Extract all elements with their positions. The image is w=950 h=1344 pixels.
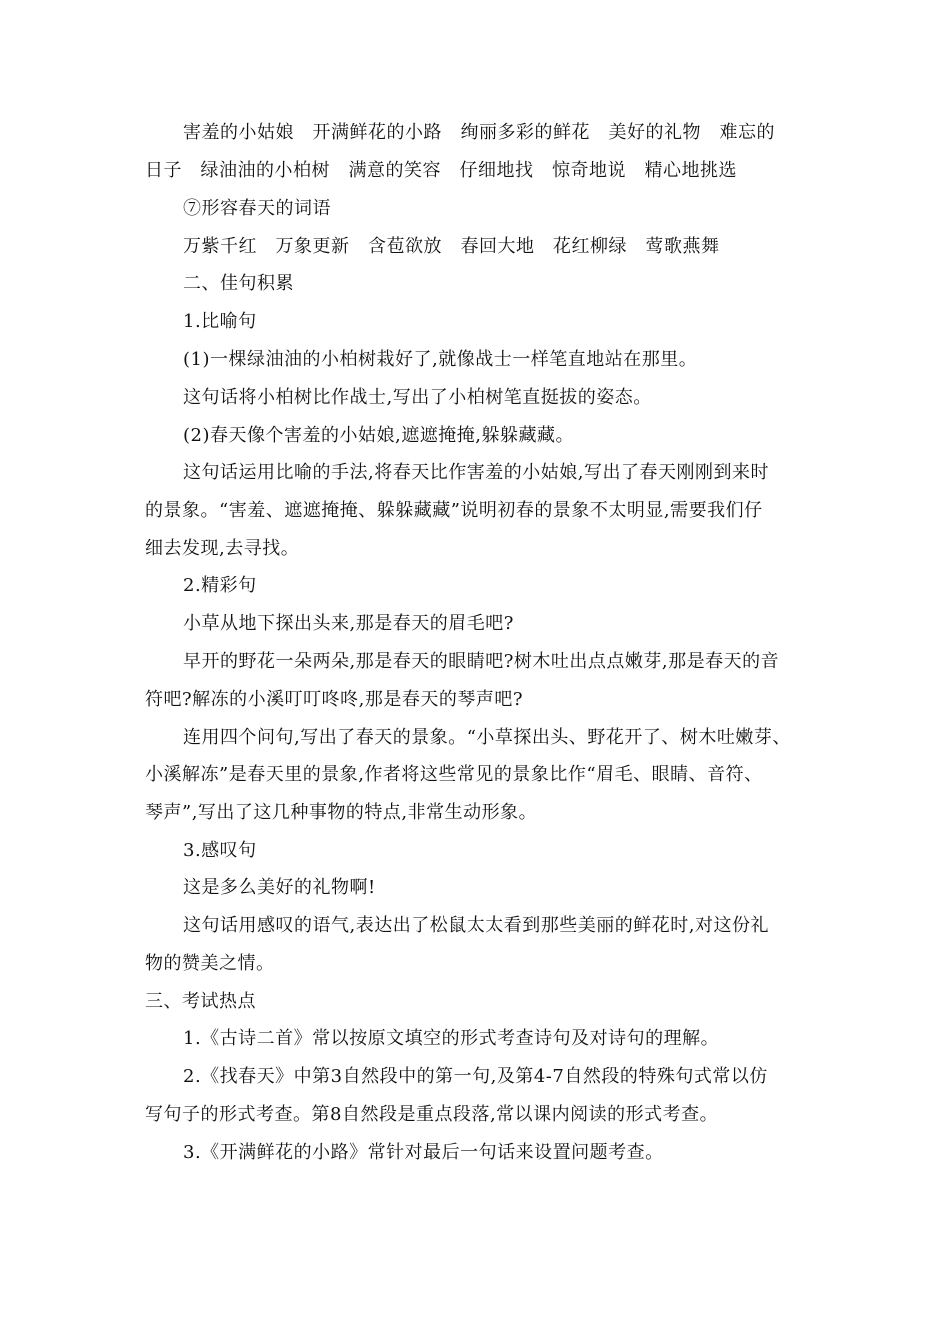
text-line: 这句话用感叹的语气,表达出了松鼠太太看到那些美丽的鲜花时,对这份礼 (183, 915, 769, 936)
text-line: (1)一棵绿油油的小柏树栽好了,就像战士一样笔直地站在那里。 (183, 349, 698, 370)
subsection-heading: 2.精彩句 (183, 575, 257, 596)
section-heading: 三、考试热点 (145, 991, 256, 1012)
text-line: 日子 绿油油的小柏树 满意的笑容 仔细地找 惊奇地说 精心地挑选 (145, 160, 737, 181)
section-heading: ⑦形容春天的词语 (183, 198, 331, 219)
subsection-heading: 1.比喻句 (183, 311, 257, 332)
text-line: 害羞的小姑娘 开满鲜花的小路 绚丽多彩的鲜花 美好的礼物 难忘的 (183, 122, 775, 143)
text-line: 小溪解冻”是春天里的景象,作者将这些常见的景象比作“眉毛、眼睛、音符、 (145, 764, 763, 785)
text-line: 3.《开满鲜花的小路》常针对最后一句话来设置问题考查。 (183, 1142, 664, 1163)
text-line: 细去发现,去寻找。 (145, 538, 300, 559)
text-line: 的景象。“害羞、遮遮掩掩、躲躲藏藏”说明初春的景象不太明显,需要我们仔 (145, 500, 763, 521)
section-heading: 二、佳句积累 (183, 273, 294, 294)
text-line: 2.《找春天》中第3自然段中的第一句,及第4-7自然段的特殊句式常以仿 (183, 1066, 768, 1087)
subsection-heading: 3.感叹句 (183, 840, 257, 861)
text-line: 这是多么美好的礼物啊! (183, 877, 376, 898)
text-line: 这句话运用比喻的手法,将春天比作害羞的小姑娘,写出了春天刚刚到来时 (183, 462, 769, 483)
text-line: 符吧?解冻的小溪叮叮咚咚,那是春天的琴声吧? (145, 689, 524, 710)
text-line: 这句话将小柏树比作战士,写出了小柏树笔直挺拔的姿态。 (183, 387, 652, 408)
text-line: (2)春天像个害羞的小姑娘,遮遮掩掩,躲躲藏藏。 (183, 425, 574, 446)
text-line: 写句子的形式考查。第8自然段是重点段落,常以课内阅读的形式考查。 (145, 1104, 719, 1125)
text-line: 连用四个问句,写出了春天的景象。“小草探出头、野花开了、树木吐嫩芽、 (183, 727, 791, 748)
text-line: 早开的野花一朵两朵,那是春天的眼睛吧?树木吐出点点嫩芽,那是春天的音 (183, 651, 780, 672)
text-line: 物的赞美之情。 (145, 953, 275, 974)
text-line: 小草从地下探出头来,那是春天的眉毛吧? (183, 613, 514, 634)
text-line: 万紫千红 万象更新 含苞欲放 春回大地 花红柳绿 莺歌燕舞 (183, 236, 720, 257)
text-line: 1.《古诗二首》常以按原文填空的形式考查诗句及对诗句的理解。 (183, 1028, 720, 1049)
text-line: 琴声”,写出了这几种事物的特点,非常生动形象。 (145, 802, 538, 823)
